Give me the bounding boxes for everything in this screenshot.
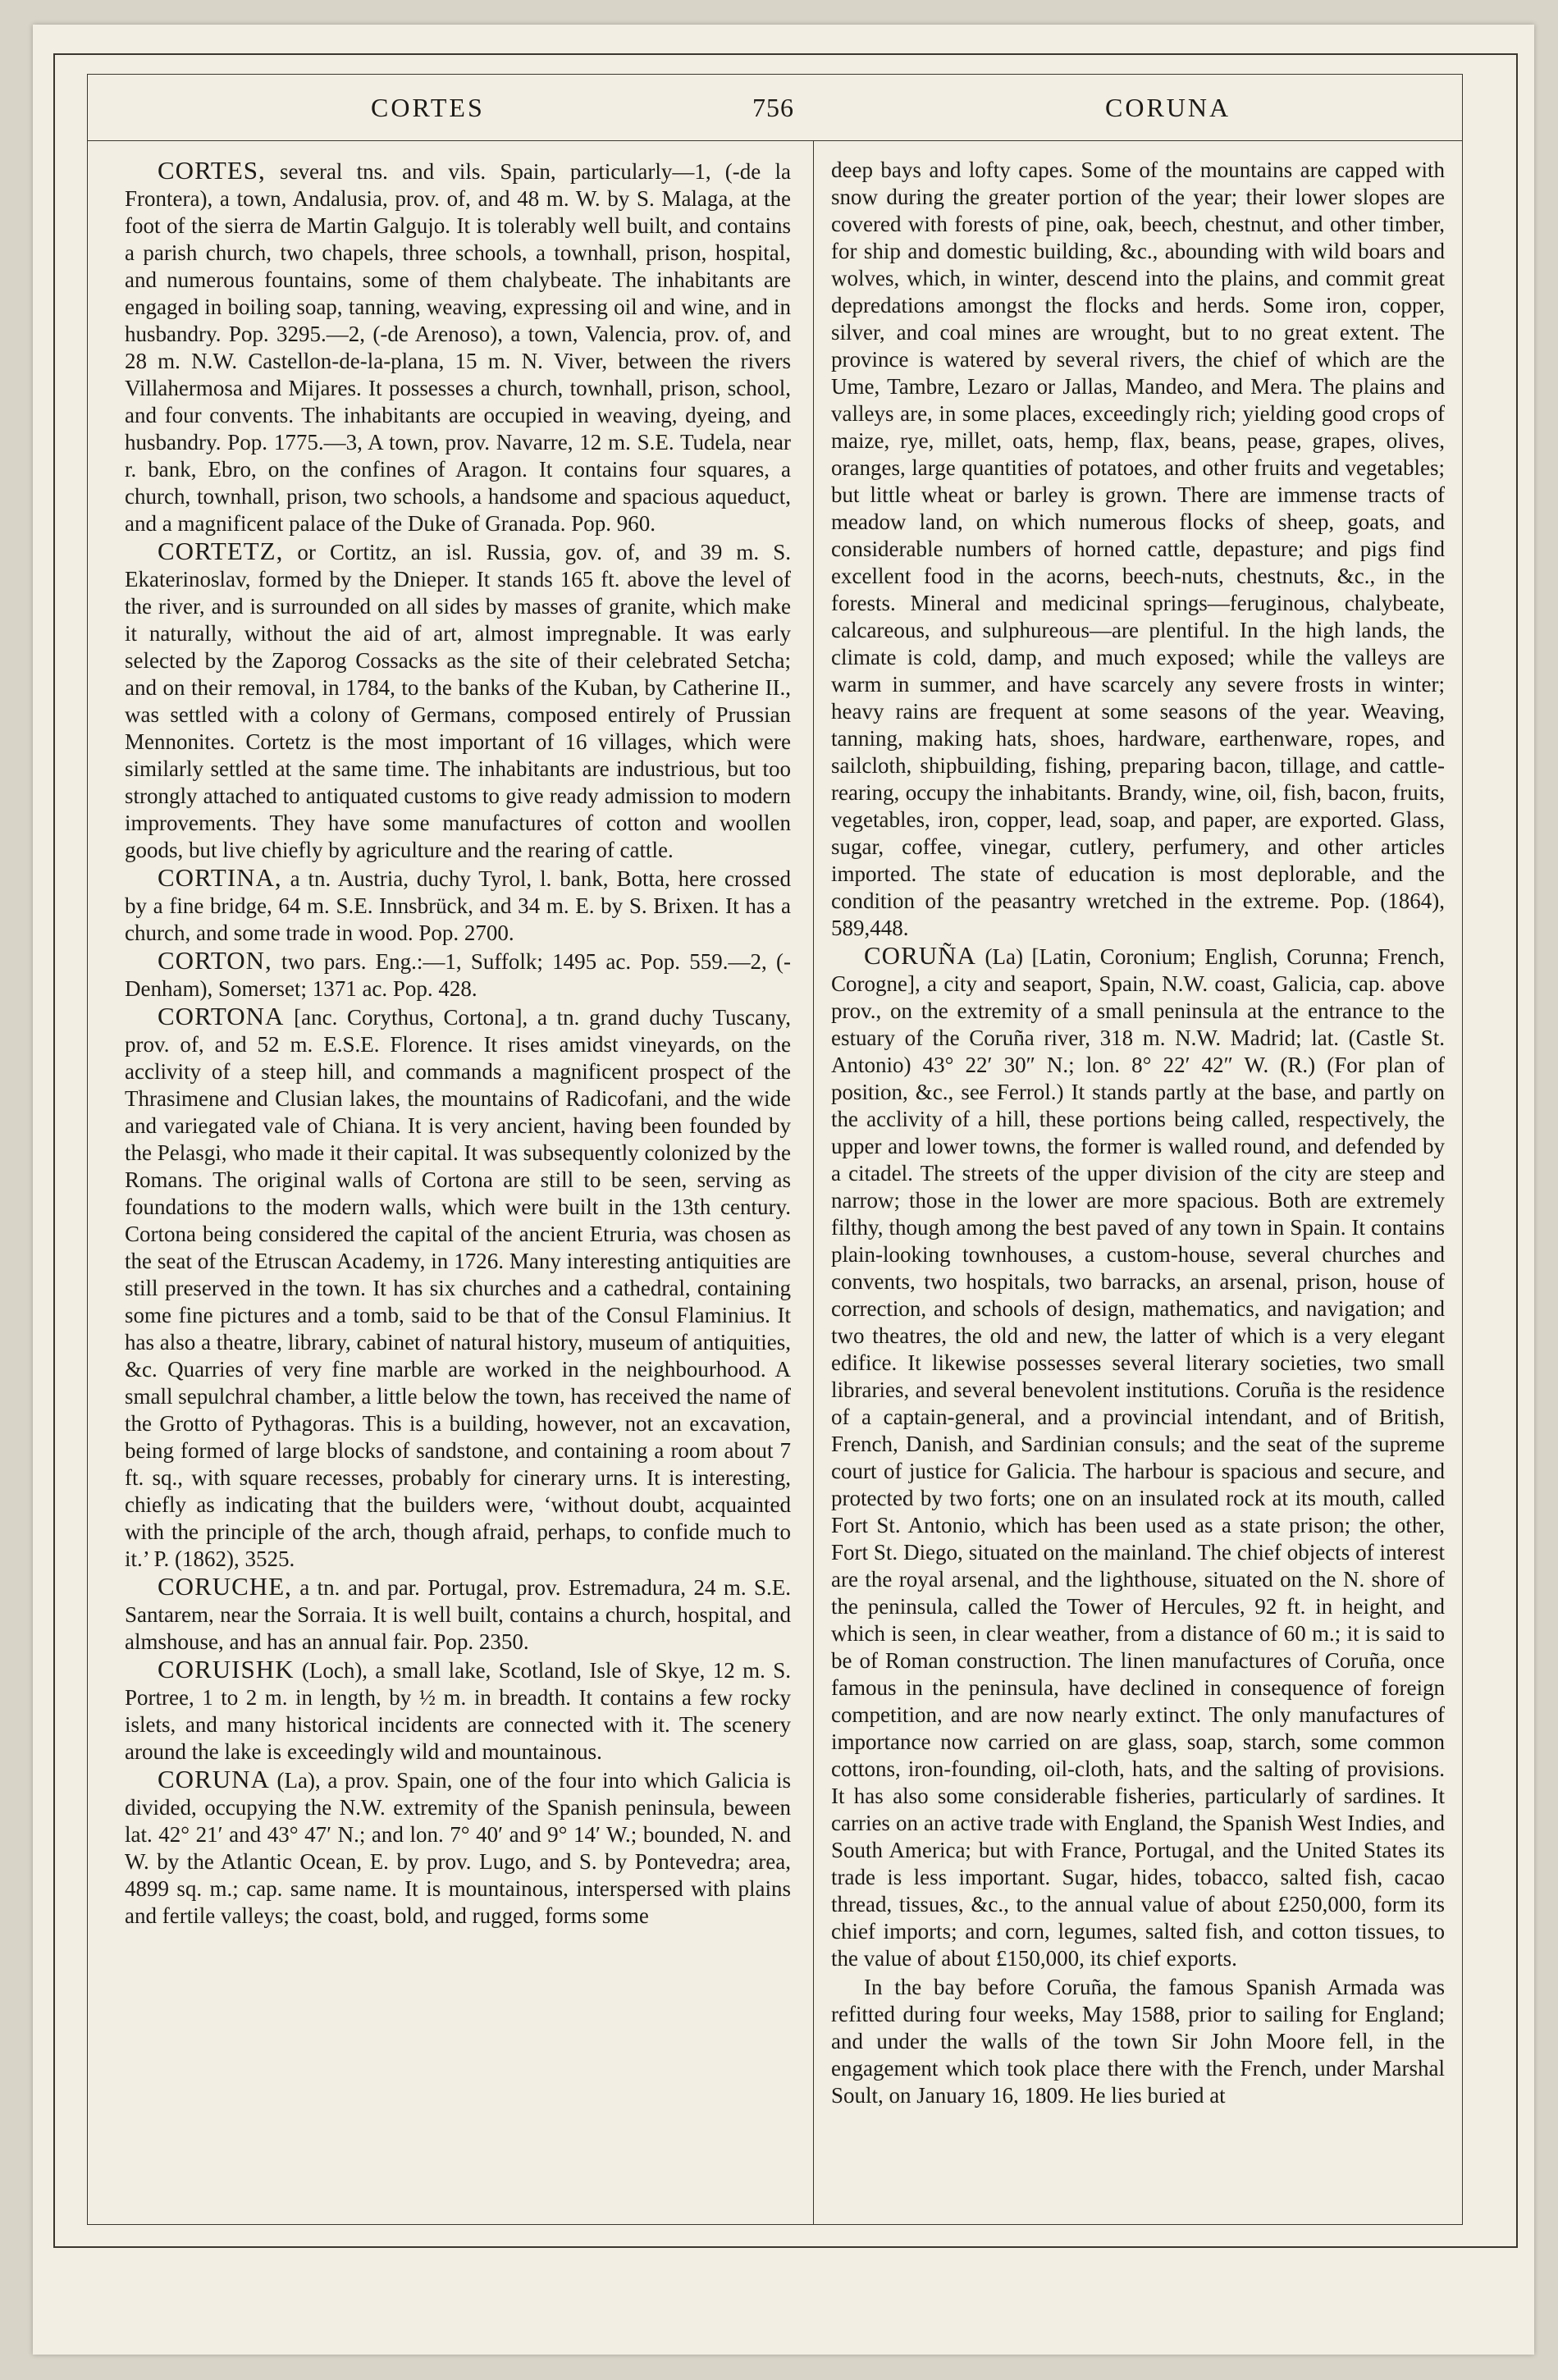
entry-text: [anc. Corythus, Cortona], a tn. grand duchy Tuscany, prov. of, and 52 m. E.S.E. Florence. It rises amidst vineyards, on the acclivity of a steep hill, and commands a magnificent prospect of the Thrasimene and Clusian lakes, the mountains of Radicofani, and the wide and variegated vale of Chiana. It is very ancient, having been founded by the Pelasgi, who made it their capital. It was subsequently colonized by the Romans. The original walls of Cortona are still to be seen, serving as foundations to the modern walls, which were built in the 13th century. Cortona being considered the capital of the ancient Etruria, was chosen as the seat of the Etruscan Academy, in 1726. Many interesting antiquities are still preserved in the town. It has six churches and a cathedral, containing some fine pictures and a tomb, said to be that of the Consul Flaminius. It has also a theatre, library, cabinet of natural history, museum of antiquities, &c. Quarries of very fine marble are worked in the neighbourhood. A small sepulchral chamber, a little below the town, has received the name of the Grotto of Pythagoras. This is a building, however, not an excavation, being formed of large blocks of sandstone, and containing a room about 7 ft. sq., with square recesses, probably for cinerary urns. It is interesting, chiefly as indicating that the builders were, ‘without doubt, acquainted with the principle of the arch, though afraid, perhaps, to confide much to it.’ P. (1862), 3525.: [125, 1005, 791, 1571]
entry-coruna-city: [831, 942, 1445, 1972]
entry-text: (La), a prov. Spain, one of the four into which Galicia is divided, occupying the N.W. extremity of the Spanish peninsula, beween lat. 42° 21′ and 43° 47′ N.; and lon. 7° 40′ and 9° 14′ W.; bounded, N. and W. by the Atlantic Ocean, E. by prov. Lugo, and S. by Pontevedra; area, 4899 sq. m.; cap. same name. It is mountainous, interspersed with plains and fertile valleys; the coast, bold, and rugged, forms some: [125, 1768, 791, 1928]
entry-cortina: [125, 864, 791, 947]
entry-text: (Loch), a small lake, Scotland, Isle of Skye, 12 m. S. Portree, 1 to 2 m. in length, by ½ m. in breadth. It contains a few rocky islets, and many historical incidents are connected with it. The scenery around the lake is exceedingly wild and mountainous.: [125, 1658, 791, 1764]
headword: CORTONA: [158, 1002, 285, 1030]
headword: CORTETZ,: [158, 537, 284, 565]
entry-text: two pars. Eng.:—1, Suffolk; 1495 ac. Pop. 559.—2, (-Denham), Somerset; 1371 ac. Pop. 428.: [125, 949, 791, 1001]
entry-cortes: [125, 157, 791, 537]
left-column: [125, 157, 791, 2216]
headword: CORUISHK: [158, 1655, 295, 1683]
entry-cortetz: [125, 537, 791, 864]
entry-coruna-history: [831, 1972, 1445, 2109]
entry-text: a tn. Austria, duchy Tyrol, l. bank, Botta, here crossed by a fine bridge, 64 m. S.E. Innsbrück, and 34 m. E. by S. Brixen. It has a church, and some trade in wood. Pop. 2700.: [125, 866, 791, 945]
text-frame: [87, 74, 1463, 2225]
entry-text: several tns. and vils. Spain, particularly—1, (-de la Frontera), a town, Andalusia, prov. of, and 48 m. W. by S. Malaga, at the foot of the sierra de Martin Galgujo. It is tolerably well built, and contains a parish church, two chapels, three schools, a townhall, prison, hospital, and numerous fountains, some of them chalybeate. The inhabitants are engaged in boiling soap, tanning, weaving, expressing oil and wine, and in husbandry. Pop. 3295.—2, (-de Arenoso), a town, Valencia, prov. of, and 28 m. N.W. Castellon-de-la-plana, 15 m. N. Viver, between the rivers Villahermosa and Mijares. It possesses a church, townhall, prison, school, and four convents. The inhabitants are occupied in weaving, dyeing, and husbandry. Pop. 1775.—3, A town, prov. Navarre, 12 m. S.E. Tudela, near r. bank, Ebro, on the confines of Aragon. It contains four squares, a church, townhall, prison, two schools, a handsome and spacious aqueduct, and a magnificent palace of the Duke of Granada. Pop. 960.: [125, 159, 791, 536]
entry-corton: [125, 947, 791, 1003]
entry-text: (La) [Latin, Coronium; English, Corunna; French, Corogne], a city and seaport, Spain, N.W. coast, Galicia, cap. above prov., on the extremity of a small peninsula at the entrance to the estuary of the Coruña river, 318 m. N.W. Madrid; lat. (Castle St. Antonio) 43° 22′ 30″ N.; lon. 8° 22′ 42″ W. (R.) (For plan of position, &c., see Ferrol.) It stands partly at the base, and partly on the acclivity of a hill, these portions being called, respectively, the upper and lower towns, the former is walled round, and defended by a citadel. The streets of the upper division of the city are steep and narrow; those in the lower are more spacious. Both are extremely filthy, though among the best paved of any town in Spain. It contains plain-looking townhouses, a custom-house, several churches and convents, two hospitals, two barracks, an arsenal, prison, house of correction, and schools of design, mathematics, and navigation; and two theatres, the old and new, the latter of which is a very elegant edifice. It likewise possesses several literary societies, two small libraries, and several benevolent institutions. Coruña is the residence of a captain-general, and a provincial intendant, and of British, French, Danish, and Sardinian consuls; and the seat of the supreme court of justice for Galicia. The harbour is spacious and secure, and protected by two forts; one on an insulated rock at its mouth, called Fort St. Antonio, which has been used as a state prison; the other, Fort St. Diego, situated on the mainland. The chief objects of interest are the royal arsenal, and the lighthouse, situated on the N. shore of the peninsula, called the Tower of Hercules, 92 ft. in height, and which is seen, in clear weather, from a distance of 60 m.; it is said to be of Roman construction. The linen manufactures of Coruña, once famous in the peninsula, have declined in consequence of foreign competition, and are now nearly extinct. The only manufactures of importance now carried on are glass, soap, starch, some common cottons, iron-founding, oil-cloth, hats, and the salting of provisions. It has also some considerable fisheries, particularly of sardines. It carries on an active trade with England, the Spanish West Indies, and South America; but with France, Portugal, and the United States its trade is less important. Sugar, hides, tobacco, salted fish, cacao thread, tissues, &c., to the annual value of about £250,000, form its chief imports; and corn, legumes, salted fish, and cotton tissues, to the value of about £150,000, its chief exports.: [831, 944, 1445, 1971]
header-right-word: CORUNA: [1105, 93, 1231, 122]
running-header: [88, 75, 1462, 141]
headword: CORTON,: [158, 946, 272, 975]
entry-coruche: [125, 1573, 791, 1656]
entry-cortona: [125, 1003, 791, 1573]
right-column: [831, 157, 1445, 2216]
headword: CORUCHE,: [158, 1572, 292, 1601]
entry-coruna-province: [125, 1766, 791, 1930]
page-number: 756: [752, 93, 794, 122]
headword: CORTINA,: [158, 863, 282, 892]
entry-text: a tn. and par. Portugal, prov. Estremadura, 24 m. S.E. Santarem, near the Sorraia. It is well built, contains a church, hospital, and almshouse, and has an annual fair. Pop. 2350.: [125, 1575, 791, 1654]
headword: CORUÑA: [864, 941, 976, 970]
continued-text: deep bays and lofty capes. Some of the mountains are capped with snow during the greater portion of the year; their lower slopes are covered with forests of pine, oak, beech, chestnut, and other timber, for ship and domestic building, &c., abounding with wild boars and wolves, which, in winter, descend into the plains, and commit great depredations amongst the flocks and herds. Some iron, copper, silver, and coal mines are wrought, but to no great extent. The province is watered by several rivers, the chief of which are the Ume, Tambre, Lezaro or Jallas, Mandeo, and Mera. The plains and valleys are, in some places, exceedingly rich; yielding good crops of maize, rye, millet, oats, hemp, flax, beans, pease, grapes, olives, oranges, large quantities of potatoes, and other fruits and vegetables; but little wheat or barley is grown. There are immense tracts of meadow land, on which numerous flocks of sheep, goats, and considerable numbers of horned cattle, depasture; and pigs find excellent food in the acorns, beech-nuts, chestnuts, &c., in the forests. Mineral and medicinal springs—feruginous, chalybeate, calcareous, and sulphureous—are plentiful. In the high lands, the climate is cold, damp, and much exposed; while the valleys are warm in summer, and have scarcely any severe frosts in winter; heavy rains are frequent at some seasons of the year. Weaving, tanning, making hats, shoes, hardware, earthenware, ropes, and sailcloth, shipbuilding, fishing, preparing bacon, tillage, and cattle-rearing, occupy the inhabitants. Brandy, wine, oil, fish, bacon, fruits, vegetables, iron, copper, lead, soap, and paper, are exported. Glass, sugar, coffee, vinegar, cutlery, perfumery, and other articles imported. The state of education is most deplorable, and the condition of the peasantry wretched in the extreme. Pop. (1864), 589,448.: [831, 158, 1445, 940]
headword: CORUNA: [158, 1765, 270, 1793]
column-divider: [813, 140, 814, 2224]
entry-text: or Cortitz, an isl. Russia, gov. of, and 39 m. S. Ekaterinoslav, formed by the Dnieper. It stands 165 ft. above the level of the river, and is surrounded on all sides by masses of granite, which make it naturally, without the aid of art, almost impregnable. It was early selected by the Zaporog Cossacks as the site of their celebrated Setcha; and on their removal, in 1784, to the banks of the Kuban, by Catherine II., was settled with a colony of Germans, composed entirely of Prussian Mennonites. Cortetz is the most important of 16 villages, which were similarly settled at the same time. The inhabitants are industrious, but too strongly attached to antiquated customs to give ready admission to modern improvements. They have some manufactures of cotton and woollen goods, but live chiefly by agriculture and the rearing of cattle.: [125, 540, 791, 862]
entry-coruishk: [125, 1656, 791, 1766]
headword: CORTES,: [158, 157, 266, 185]
header-left-word: CORTES: [371, 93, 485, 122]
entry-text: In the bay before Coruña, the famous Spanish Armada was refitted during four weeks, May 1588, prior to sailing for England; and under the walls of the town Sir John Moore fell, in the engagement which took place there with the French, under Marshal Soult, on January 16, 1809. He lies buried at: [831, 1975, 1445, 2108]
page-sheet: [33, 25, 1534, 2355]
